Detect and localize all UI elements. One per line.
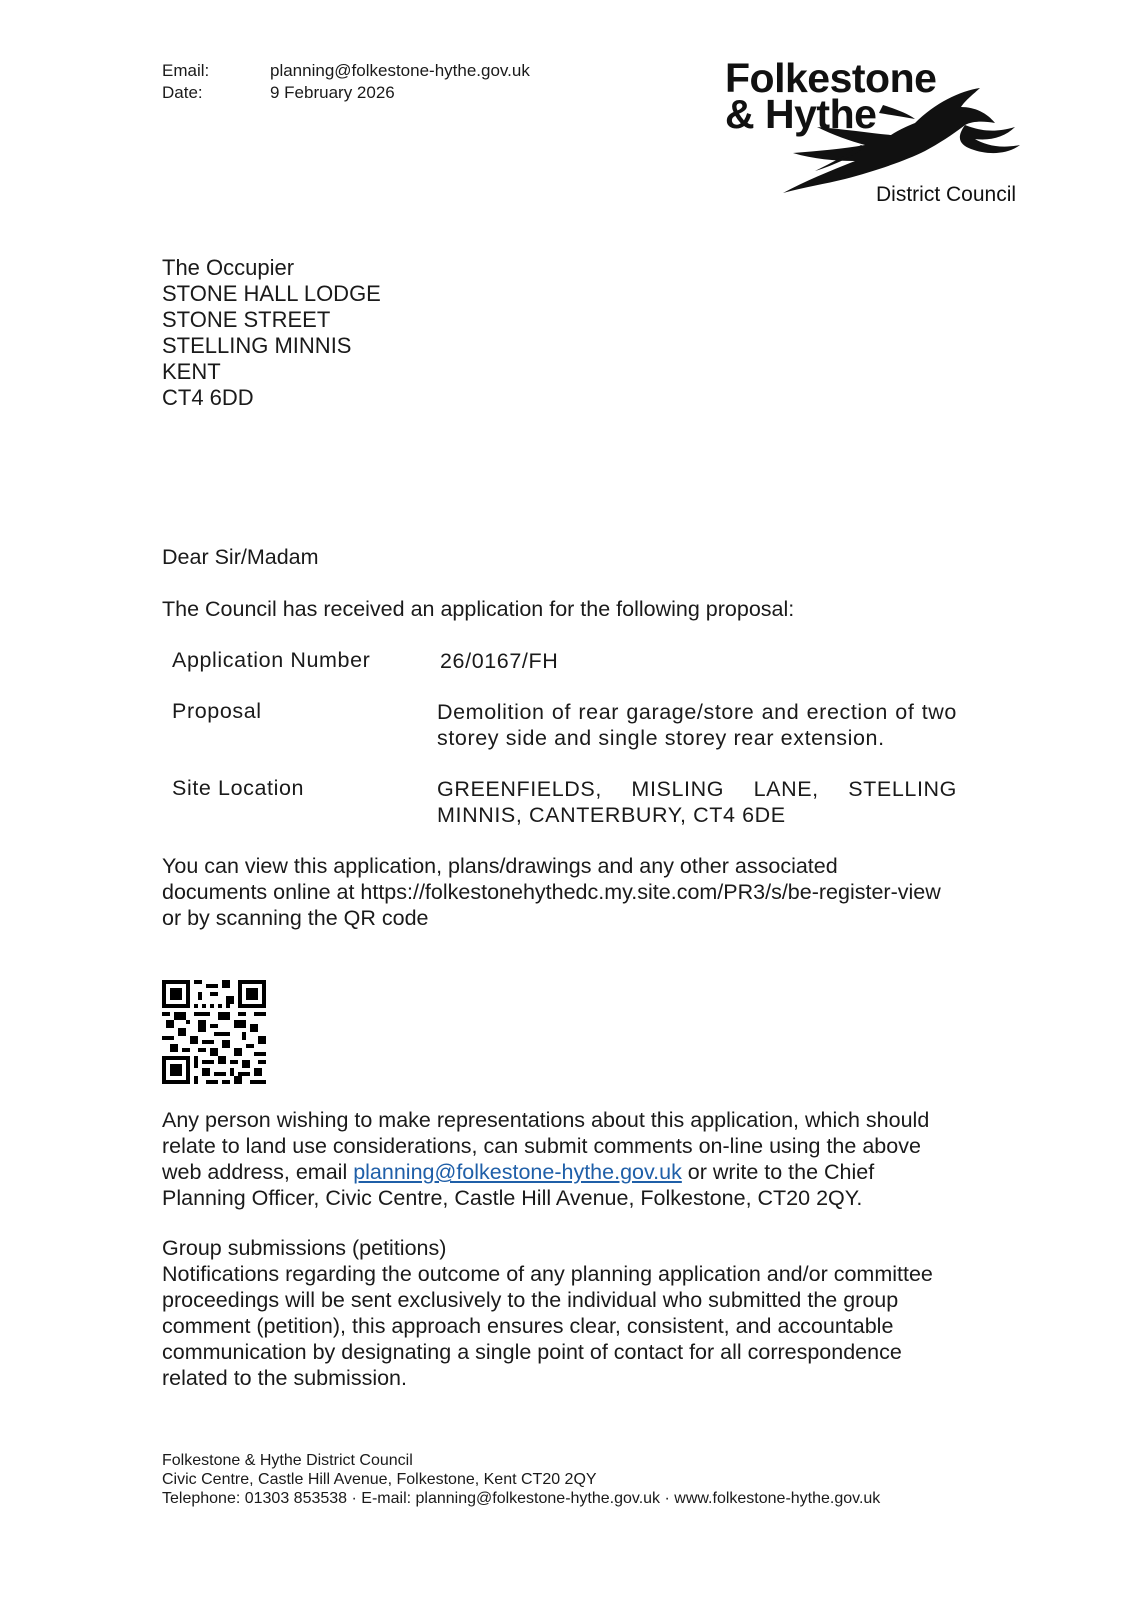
footer	[162, 1451, 880, 1508]
horse-emblem-icon	[765, 83, 1030, 193]
group-line-2: proceedings will be sent exclusively to the individual who submitted the group	[162, 1288, 899, 1312]
rep-line-1: Any person wishing to make representations about this application, which should	[162, 1108, 930, 1132]
recipient-address	[162, 255, 381, 411]
qr-code-icon	[162, 980, 266, 1084]
logo-line-2: & Hythe	[725, 91, 877, 137]
view-line-3: or by scanning the QR code	[162, 906, 429, 930]
email-value: planning@folkestone-hythe.gov.uk	[270, 61, 530, 80]
planning-email-link[interactable]: planning@folkestone-hythe.gov.uk	[353, 1160, 682, 1184]
rep-line-3-pre: web address, email	[162, 1160, 354, 1184]
logo-line-1: Folkestone	[725, 55, 937, 101]
footer-line-1: Folkestone & Hythe District Council	[162, 1452, 413, 1469]
salutation: Dear Sir/Madam	[162, 545, 319, 569]
site-location-line-1: GREENFIELDS, MISLING LANE, STELLING	[437, 777, 957, 801]
group-submissions-section	[162, 1235, 982, 1391]
recipient-line-5: KENT	[162, 359, 221, 384]
group-heading: Group submissions (petitions)	[162, 1236, 447, 1260]
site-location-label: Site Location	[172, 776, 305, 800]
email-label: Email:	[162, 61, 210, 80]
site-location-line-2: MINNIS, CANTERBURY, CT4 6DE	[437, 803, 786, 827]
view-online-paragraph	[162, 853, 982, 931]
recipient-line-4: STELLING MINNIS	[162, 333, 352, 358]
application-number-label: Application Number	[172, 648, 371, 672]
group-line-4: communication by designating a single point of contact for all correspondence	[162, 1340, 902, 1364]
footer-line-3: Telephone: 01303 853538 · E-mail: planning@folkestone-hythe.gov.uk · www.folkestone-hythe.gov.uk	[162, 1490, 881, 1507]
proposal-value: Demolition of rear garage/store and erection of two storey side and single storey rear extension.	[437, 700, 957, 750]
qr-code[interactable]	[162, 980, 266, 1089]
view-line-1: You can view this application, plans/drawings and any other associated	[162, 854, 838, 878]
group-line-1: Notifications regarding the outcome of any planning application and/or committee	[162, 1262, 933, 1286]
view-line-2: documents online at https://folkestonehythedc.my.site.com/PR3/s/be-register-view	[162, 880, 941, 904]
intro-text: The Council has received an application for the following proposal:	[162, 597, 795, 621]
recipient-line-6: CT4 6DD	[162, 385, 254, 410]
council-logo	[725, 55, 1030, 215]
date-value: 9 February 2026	[270, 83, 395, 102]
representations-paragraph	[162, 1107, 982, 1211]
rep-line-4: Planning Officer, Civic Centre, Castle Hill Avenue, Folkestone, CT20 2QY.	[162, 1186, 863, 1210]
footer-line-2: Civic Centre, Castle Hill Avenue, Folkestone, Kent CT20 2QY	[162, 1471, 597, 1488]
rep-line-3	[162, 1159, 982, 1185]
logo-line-3: District Council	[876, 183, 1017, 206]
rep-line-2: relate to land use considerations, can submit comments on-line using the above	[162, 1134, 921, 1158]
application-number-value: 26/0167/FH	[440, 649, 559, 673]
proposal-label: Proposal	[172, 699, 262, 723]
recipient-line-2: STONE HALL LODGE	[162, 281, 381, 306]
group-line-3: comment (petition), this approach ensures clear, consistent, and accountable	[162, 1314, 894, 1338]
recipient-line-1: The Occupier	[162, 255, 295, 280]
date-label: Date:	[162, 83, 203, 102]
rep-line-3-post: or write to the Chief	[681, 1160, 875, 1184]
group-line-5: related to the submission.	[162, 1366, 407, 1390]
recipient-line-3: STONE STREET	[162, 307, 331, 332]
